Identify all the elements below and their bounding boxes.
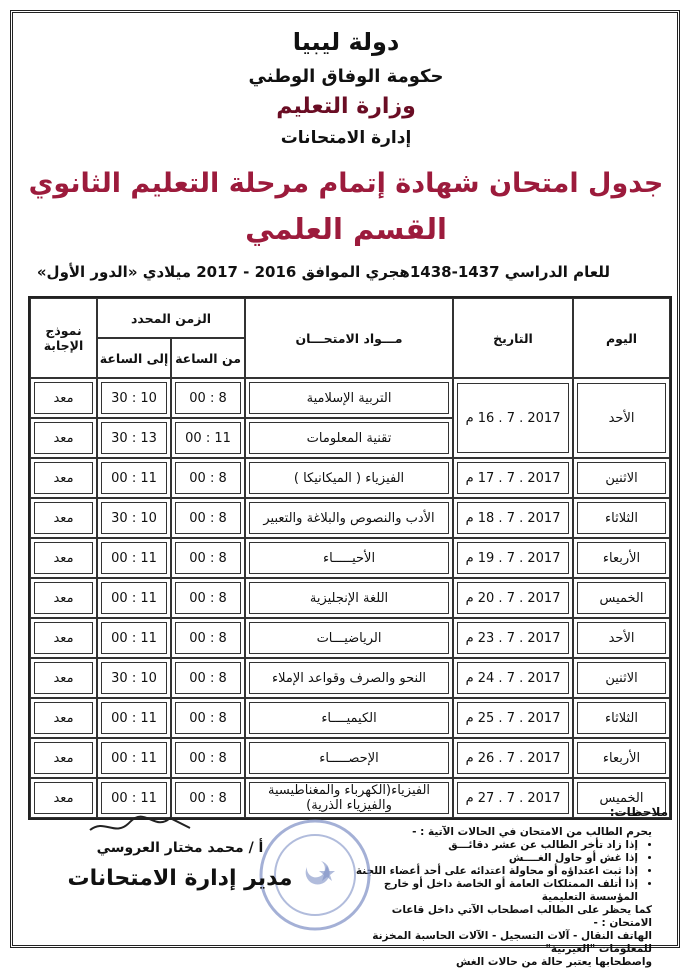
table-row: [30, 738, 670, 778]
table-row: [30, 458, 670, 498]
day-cell-value: الخميس: [577, 582, 666, 614]
header-subject: مـــواد الامتحـــان: [245, 298, 453, 378]
date-cell: [453, 578, 573, 618]
from-time-cell-value: 8 : 00: [175, 782, 241, 814]
to-time-cell-value: 13 : 30: [101, 422, 167, 454]
answer-model-cell-value: معد: [34, 622, 93, 654]
date-cell-value: 2017 . 7 . 20 م: [457, 582, 569, 614]
subject-cell: [245, 738, 453, 778]
country-name: دولة ليبيا: [292, 28, 400, 56]
day-cell-value: الأربعاء: [577, 542, 666, 574]
from-time-cell: [171, 698, 245, 738]
subject-cell-value: النحو والصرف وقواعد الإملاء: [249, 662, 449, 694]
subject-cell-value: الإحصـــــاء: [249, 742, 449, 774]
from-time-cell: [171, 578, 245, 618]
date-cell-value: 2017 . 7 . 26 م: [457, 742, 569, 774]
table-row: [30, 658, 670, 698]
to-time-cell-value: 10 : 30: [101, 662, 167, 694]
to-time-cell: [97, 498, 171, 538]
exam-schedule-table: [28, 296, 672, 820]
day-cell-value: الأحد: [577, 383, 666, 453]
subject-cell: [245, 778, 453, 818]
answer-model-cell: [30, 618, 97, 658]
subject-cell-value: الفيزياء(الكهرباء والمغناطيسية والفيزياء الذرية): [249, 782, 449, 814]
to-time-cell-value: 10 : 30: [101, 502, 167, 534]
day-cell-value: الأربعاء: [577, 742, 666, 774]
answer-model-cell: [30, 738, 97, 778]
notes-title: ملاحظات:: [609, 805, 668, 819]
from-time-cell: [171, 418, 245, 458]
answer-model-cell-value: معد: [34, 422, 93, 454]
date-cell: [453, 778, 573, 818]
header-date: التاريخ: [453, 298, 573, 378]
date-cell: [453, 658, 573, 698]
to-time-cell: [97, 418, 171, 458]
signatory-name: أ / محمد مختار العروسي: [96, 840, 264, 856]
subject-cell: [245, 618, 453, 658]
date-cell-value: 2017 . 7 . 23 م: [457, 622, 569, 654]
to-time-cell-value: 11 : 00: [101, 742, 167, 774]
note-item: • إذا أتلف الممتلكات العامة أو الخاصة داخل أو خارج المؤسسة التعليمية: [352, 878, 638, 904]
from-time-cell-value: 8 : 00: [175, 382, 241, 414]
subject-cell-value: الأدب والنصوص والبلاغة والتعبير: [249, 502, 449, 534]
date-cell: [453, 618, 573, 658]
from-time-cell-value: 8 : 00: [175, 542, 241, 574]
subject-cell: [245, 378, 453, 418]
answer-model-cell: [30, 378, 97, 418]
day-cell: [573, 578, 670, 618]
subject-cell: [245, 538, 453, 578]
date-cell-value: 2017 . 7 . 18 م: [457, 502, 569, 534]
date-cell: [453, 458, 573, 498]
ministry-name: وزارة التعليم: [276, 94, 416, 119]
note-item: • إذا زاد تأخر الطالب عن عشر دقائـــق: [352, 839, 638, 852]
to-time-cell: [97, 698, 171, 738]
notes-prohibited-consequence: واصطحابها يعتبر حالة من حالات الغش: [455, 956, 652, 968]
day-cell: [573, 378, 670, 458]
day-cell-value: الثلاثاء: [577, 502, 666, 534]
day-cell-value: الثلاثاء: [577, 702, 666, 734]
notes-prohibited-intro: كما يحظر على الطالب اصطحاب الآتي داخل قاعات الامتحان : -: [391, 904, 652, 929]
header-to-time: إلى الساعة: [97, 338, 171, 378]
notes-prohibited-items: الهاتف النقال - آلات التسجيل - الآلات الحاسبة المخزنة للمعلومات "العيرنية": [372, 930, 652, 955]
from-time-cell-value: 8 : 00: [175, 502, 241, 534]
to-time-cell-value: 11 : 00: [101, 582, 167, 614]
table-row: [30, 538, 670, 578]
table-row: [30, 498, 670, 538]
from-time-cell: [171, 378, 245, 418]
day-cell: [573, 458, 670, 498]
header-from-time: من الساعة: [171, 338, 245, 378]
date-cell-value: 2017 . 7 . 16 م: [457, 383, 569, 453]
day-cell-value: الاثنين: [577, 662, 666, 694]
date-cell-value: 2017 . 7 . 25 م: [457, 702, 569, 734]
academic-year-line: للعام الدراسي 1437-1438هجري الموافق 2016 - 2017 ميلادي «الدور الأول»: [36, 263, 610, 281]
to-time-cell: [97, 658, 171, 698]
to-time-cell-value: 11 : 00: [101, 622, 167, 654]
date-cell: [453, 498, 573, 538]
from-time-cell: [171, 618, 245, 658]
department-name: إدارة الامتحانات: [280, 128, 412, 148]
notes-block: [352, 826, 652, 969]
day-cell: [573, 658, 670, 698]
answer-model-cell: [30, 498, 97, 538]
answer-model-cell: [30, 538, 97, 578]
government-name: حكومة الوفاق الوطني: [248, 66, 444, 87]
answer-model-cell-value: معد: [34, 502, 93, 534]
date-cell-value: 2017 . 7 . 27 م: [457, 782, 569, 814]
to-time-cell: [97, 738, 171, 778]
subject-cell-value: اللغة الإنجليزية: [249, 582, 449, 614]
day-cell: [573, 738, 670, 778]
header-time: الزمن المحدد: [97, 298, 245, 338]
date-cell: [453, 378, 573, 458]
to-time-cell: [97, 538, 171, 578]
from-time-cell: [171, 458, 245, 498]
subject-cell: [245, 698, 453, 738]
answer-model-cell: [30, 458, 97, 498]
to-time-cell-value: 11 : 00: [101, 782, 167, 814]
answer-model-cell-value: معد: [34, 782, 93, 814]
subject-cell-value: الرياضيـــات: [249, 622, 449, 654]
answer-model-cell: [30, 418, 97, 458]
subject-cell: [245, 578, 453, 618]
from-time-cell: [171, 538, 245, 578]
subject-cell: [245, 498, 453, 538]
handwritten-signature: [80, 810, 200, 840]
from-time-cell: [171, 738, 245, 778]
day-cell: [573, 498, 670, 538]
subject-cell-value: الفيزياء ( الميكانيكا ): [249, 462, 449, 494]
subject-cell-value: التربية الإسلامية: [249, 382, 449, 414]
answer-model-cell-value: معد: [34, 542, 93, 574]
to-time-cell-value: 11 : 00: [101, 702, 167, 734]
notes-intro: يحرم الطالب من الامتحان في الحالات الآتية : -: [412, 826, 652, 838]
from-time-cell-value: 8 : 00: [175, 662, 241, 694]
subject-cell: [245, 418, 453, 458]
date-cell: [453, 738, 573, 778]
subject-cell: [245, 658, 453, 698]
from-time-cell: [171, 658, 245, 698]
answer-model-cell-value: معد: [34, 742, 93, 774]
to-time-cell-value: 11 : 00: [101, 462, 167, 494]
answer-model-cell-value: معد: [34, 662, 93, 694]
date-cell-value: 2017 . 7 . 19 م: [457, 542, 569, 574]
note-item: • إذا غش أو حاول الغــــش: [352, 852, 638, 865]
from-time-cell-value: 8 : 00: [175, 582, 241, 614]
from-time-cell-value: 11 : 00: [175, 422, 241, 454]
answer-model-cell-value: معد: [34, 462, 93, 494]
answer-model-cell-value: معد: [34, 702, 93, 734]
table-row: [30, 378, 670, 418]
table-row: [30, 698, 670, 738]
from-time-cell: [171, 498, 245, 538]
from-time-cell-value: 8 : 00: [175, 702, 241, 734]
day-cell: [573, 618, 670, 658]
from-time-cell-value: 8 : 00: [175, 622, 241, 654]
document-subtitle: القسم العلمي: [245, 212, 447, 246]
to-time-cell: [97, 378, 171, 418]
day-cell: [573, 698, 670, 738]
answer-model-cell-value: معد: [34, 582, 93, 614]
note-item: • إذا ثبت اعتداؤه أو محاولة اعتدائه على أحد أعضاء اللجنة: [352, 865, 638, 878]
document-title: جدول امتحان شهادة إتمام مرحلة التعليم الثانوي: [28, 168, 664, 199]
header-answer-model: نموذج الإجابة: [30, 298, 97, 378]
answer-model-cell: [30, 578, 97, 618]
subject-cell-value: تقنية المعلومات: [249, 422, 449, 454]
subject-cell-value: الأحيـــــاء: [249, 542, 449, 574]
table-row: [30, 578, 670, 618]
day-cell-value: الاثنين: [577, 462, 666, 494]
date-cell-value: 2017 . 7 . 24 م: [457, 662, 569, 694]
answer-model-cell: [30, 658, 97, 698]
subject-cell-value: الكيميــــاء: [249, 702, 449, 734]
signatory-role: مدير إدارة الامتحانات: [67, 866, 293, 891]
to-time-cell-value: 11 : 00: [101, 542, 167, 574]
day-cell-value: الخميس: [577, 782, 666, 814]
answer-model-cell: [30, 698, 97, 738]
to-time-cell-value: 10 : 30: [101, 382, 167, 414]
to-time-cell: [97, 458, 171, 498]
to-time-cell: [97, 618, 171, 658]
subject-cell: [245, 458, 453, 498]
day-cell-value: الأحد: [577, 622, 666, 654]
to-time-cell: [97, 578, 171, 618]
from-time-cell-value: 8 : 00: [175, 462, 241, 494]
table-row: [30, 618, 670, 658]
date-cell-value: 2017 . 7 . 17 م: [457, 462, 569, 494]
from-time-cell-value: 8 : 00: [175, 742, 241, 774]
date-cell: [453, 698, 573, 738]
answer-model-cell-value: معد: [34, 382, 93, 414]
day-cell: [573, 538, 670, 578]
header-day: اليوم: [573, 298, 670, 378]
date-cell: [453, 538, 573, 578]
